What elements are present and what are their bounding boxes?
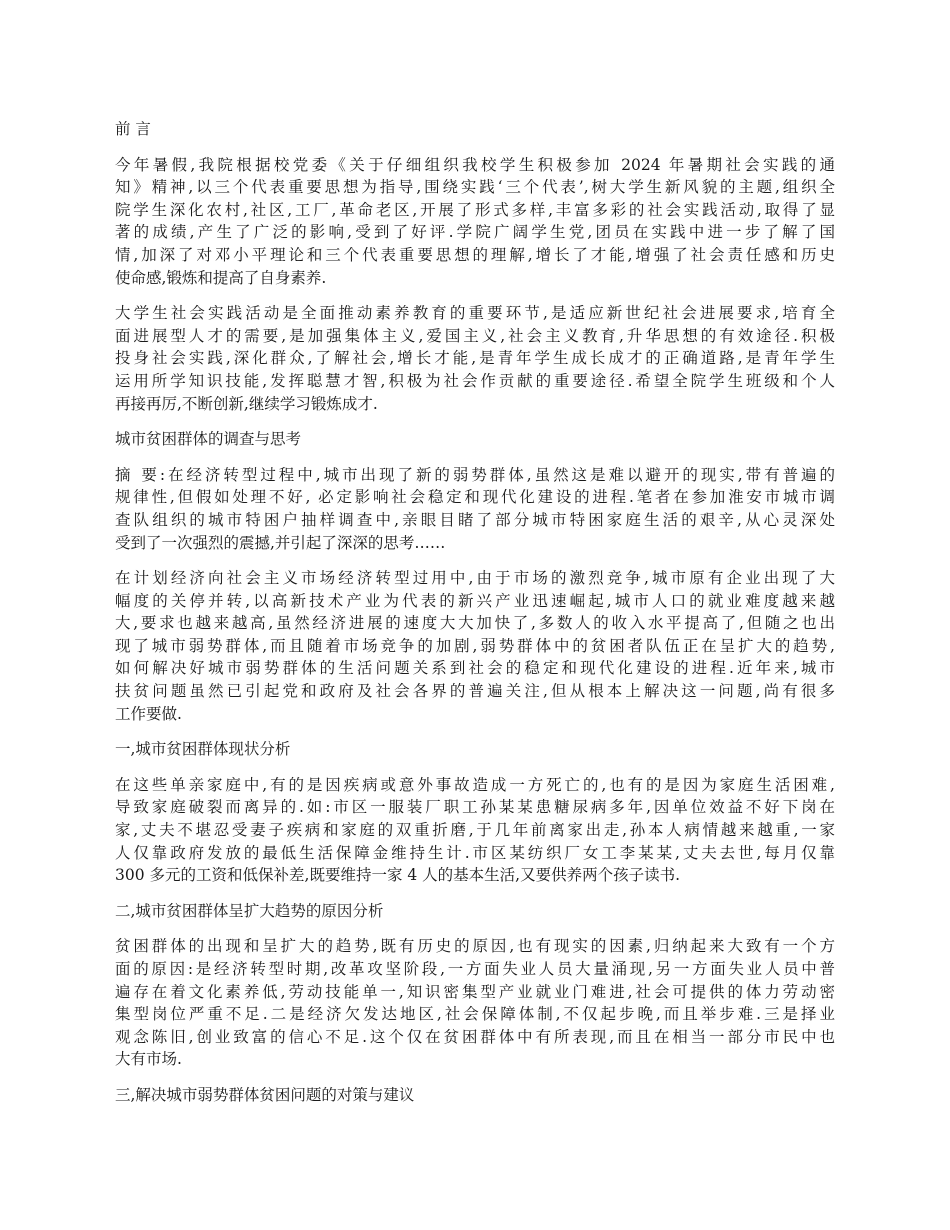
text-line: 著的成绩,产生了广泛的影响,受到了好评.学院广阔学生党,团员在实践中进一步了解了国 <box>115 223 835 242</box>
heading-text: 一,城市贫困群体现状分析 <box>115 740 291 759</box>
preface-heading <box>115 118 835 141</box>
text-line: 遍存在着文化素养低,劳动技能单一,知识密集型产业就业门难进,社会可提供的体力劳动密 <box>115 982 835 1001</box>
text-line: 观念陈旧,创业致富的信心不足.这个仅在贫困群体中有所表现,而且在相当一部分市民中也 <box>115 1027 835 1046</box>
document-page <box>115 118 835 1120</box>
text-line: 在这些单亲家庭中,有的是因疾病或意外事故造成一方死亡的,也有的是因为家庭生活困难, <box>115 775 835 794</box>
text-line: 大,要求也越来越高,虽然经济进展的速度大大加快了,多数人的收入水平提高了,但随之也出 <box>115 614 835 633</box>
text-line: 人仅靠政府发放的最低生活保障金维持生计.市区某纺织厂女工李某某,丈夫去世,每月仅靠 <box>115 843 835 862</box>
text-line: 贫困群体的出现和呈扩大的趋势,既有历史的原因,也有现实的因素,归纳起来大致有一个方 <box>115 937 835 956</box>
text-line: 导致家庭破裂而离异的.如:市区一服装厂职工孙某某患糖尿病多年,因单位效益不好下岗在 <box>115 798 835 817</box>
section-2-paragraph <box>115 935 835 1071</box>
text-line: 家,丈夫不堪忍受妻子疾病和家庭的双重折磨,于几年前离家出走,孙本人病情越来越重,一家 <box>115 821 835 840</box>
text-line: 知》精神,以三个代表重要思想为指导,围绕实践‘三个代表’,树大学生新风貌的主题,组织全 <box>115 178 835 197</box>
text-line: 再接再厉,不断创新,继续学习锻炼成才. <box>115 394 378 413</box>
text-line: 在计划经济向社会主义市场经济转型过用中,由于市场的激烈竞争,城市原有企业出现了大 <box>115 569 835 588</box>
text-line: 查队组织的城市特困户抽样调查中,亲眼目睹了部分城市特困家庭生活的艰辛,从心灵深处 <box>115 510 835 529</box>
section-3-heading <box>115 1084 835 1107</box>
preface-paragraph-2 <box>115 302 835 415</box>
text-line: 扶贫问题虽然已引起党和政府及社会各界的普遍关注,但从根本上解决这一问题,尚有很多 <box>115 682 835 701</box>
section-2-heading <box>115 900 835 923</box>
text-line: 投身社会实践,深化群众,了解社会,增长才能,是青年学生成长成才的正确道路,是青年学生 <box>115 349 835 368</box>
text-line: 使命感,锻炼和提高了自身素养. <box>115 268 327 287</box>
section-1-paragraph <box>115 774 835 887</box>
intro-paragraph <box>115 567 835 725</box>
text-line: 如何解决好城市弱势群体的生活问题关系到社会的稳定和现代化建设的进程.近年来,城市 <box>115 659 835 678</box>
text-line: 300 多元的工资和低保补差,既要维持一家 4 人的基本生活,又要供养两个孩子读书. <box>115 866 681 885</box>
text-line: 今年暑假,我院根据校党委《关于仔细组织我校学生积极参加 2024 年暑期社会实践的通 <box>115 155 835 174</box>
abstract-paragraph <box>115 464 835 554</box>
heading-text: 前 言 <box>115 120 151 138</box>
text-line: 规律性,但假如处理不好, 必定影响社会稳定和现代化建设的进程.笔者在参加淮安市城市调 <box>115 488 835 507</box>
text-line: 受到了一次强烈的震撼,并引起了深深的思考…… <box>115 533 446 552</box>
section-1-heading <box>115 738 835 761</box>
text-line: 情,加深了对邓小平理论和三个代表重要思想的理解,增长了才能,增强了社会责任感和历史 <box>115 245 835 264</box>
heading-text: 三,解决城市弱势群体贫困问题的对策与建议 <box>115 1085 415 1104</box>
heading-text: 二,城市贫困群体呈扩大趋势的原因分析 <box>115 901 384 920</box>
preface-paragraph-1 <box>115 154 835 290</box>
text-line: 面进展型人才的需要,是加强集体主义,爱国主义,社会主义教育,升华思想的有效途径.积极 <box>115 326 835 345</box>
text-line: 集型岗位严重不足.二是经济欠发达地区,社会保障体制,不仅起步晚,而且举步难.三是择业 <box>115 1005 835 1024</box>
article-title <box>115 428 835 451</box>
heading-text: 城市贫困群体的调查与思考 <box>115 430 302 449</box>
text-line: 摘 要:在经济转型过程中,城市出现了新的弱势群体,虽然这是难以避开的现实,带有普遍的 <box>115 465 835 484</box>
text-line: 面的原因:是经济转型时期,改革攻坚阶段,一方面失业人员大量涌现,另一方面失业人员中普 <box>115 960 835 978</box>
text-line: 现了城市弱势群体,而且随着市场竞争的加剧,弱势群体中的贫困者队伍正在呈扩大的趋势, <box>115 636 835 655</box>
text-line: 幅度的关停并转,以高新技术产业为代表的新兴产业迅速崛起,城市人口的就业难度越来越 <box>115 591 835 610</box>
text-line: 运用所学知识技能,发挥聪慧才智,积极为社会作贡献的重要途径.希望全院学生班级和个人 <box>115 371 835 390</box>
text-line: 院学生深化农村,社区,工厂,革命老区,开展了形式多样,丰富多彩的社会实践活动,取得了显 <box>115 200 835 219</box>
text-line: 大学生社会实践活动是全面推动素养教育的重要环节,是适应新世纪社会进展要求,培育全 <box>115 304 835 323</box>
text-line: 工作要做. <box>115 704 182 723</box>
text-line: 大有市场. <box>115 1050 182 1069</box>
